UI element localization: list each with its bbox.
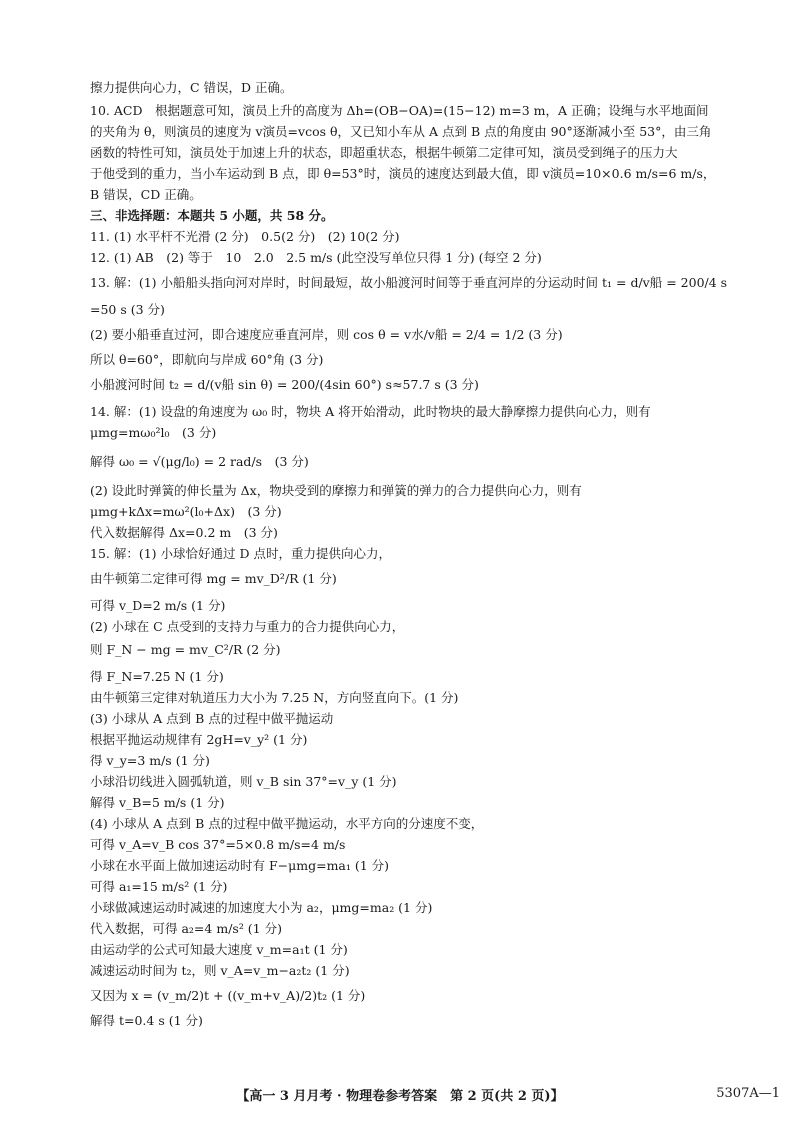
text-line: 擦力提供向心力，C 错误，D 正确。	[90, 80, 293, 95]
text-line: 解得 ω₀ = √(μg/l₀) = 2 rad/s (3 分)	[90, 454, 309, 469]
text-line: 小球沿切线进入圆弧轨道，则 v_B sin 37°=v_y (1 分)	[90, 774, 397, 789]
text-line: 12. (1) AB (2) 等于 10 2.0 2.5 m/s (此空没写单位只得 1 分) (每空 2 分)	[90, 250, 542, 265]
text-line: 于他受到的重力，当小车运动到 B 点，即 θ=53°时，演员的速度达到最大值，即 v演员=10×0.6 m/s=6 m/s，	[90, 166, 716, 181]
text-line: 10. ACD 根据题意可知，演员上升的高度为 Δh=(OB−OA)=(15−12) m=3 m，A 正确；设绳与水平地面间	[90, 103, 709, 118]
text-line: 函数的特性可知，演员处于加速上升的状态，即超重状态，根据牛顿第二定律可知，演员受到绳子的压力大	[90, 145, 678, 160]
text-line: =50 s (3 分)	[90, 302, 165, 317]
text-line: B 错误，CD 正确。	[90, 187, 202, 202]
text-line: 根据平抛运动规律有 2gH=v_y² (1 分)	[90, 732, 308, 747]
text-line: 的夹角为 θ，则演员的速度为 v演员=vcos θ，又已知小车从 A 点到 B 点的角度由 90°逐渐减小至 53°，由三角	[90, 124, 712, 139]
text-line: 可得 v_A=v_B cos 37°=5×0.8 m/s=4 m/s	[90, 837, 346, 852]
text-line: 14. 解：(1) 设盘的角速度为 ω₀ 时，物块 A 将开始滑动，此时物块的最大静摩擦力提供向心力，则有	[90, 404, 651, 419]
text-line: 小船渡河时间 t₂ = d/(v船 sin θ) = 200/(4sin 60°) s≈57.7 s (3 分)	[90, 377, 479, 392]
page-footer-title: 【高一 3 月月考 · 物理卷参考答案 第 2 页(共 2 页)】	[236, 1089, 564, 1104]
text-line: 小球做减速运动时减速的加速度大小为 a₂，μmg=ma₂ (1 分)	[90, 900, 433, 915]
text-line: 可得 v_D=2 m/s (1 分)	[90, 598, 226, 613]
text-line: 13. 解：(1) 小船船头指向河对岸时，时间最短，故小船渡河时间等于垂直河岸的分运动时间 t₁ = d/v船 = 200/4 s	[90, 275, 728, 290]
text-line: (2) 要小船垂直过河，即合速度应垂直河岸，则 cos θ = v水/v船 = 2/4 = 1/2 (3 分)	[90, 327, 563, 342]
text-line: 可得 a₁=15 m/s² (1 分)	[90, 879, 228, 894]
text-line: 减速运动时间为 t₂，则 v_A=v_m−a₂t₂ (1 分)	[90, 963, 350, 978]
text-line: μmg+kΔx=mω²(l₀+Δx) (3 分)	[90, 504, 282, 519]
page-footer-code: 5307A—1	[716, 1086, 780, 1101]
text-line: (3) 小球从 A 点到 B 点的过程中做平抛运动	[90, 711, 334, 726]
text-line: 得 F_N=7.25 N (1 分)	[90, 669, 224, 684]
section-heading: 三、非选择题：本题共 5 小题，共 58 分。	[90, 208, 334, 223]
text-line: 则 F_N − mg = mv_C²/R (2 分)	[90, 642, 281, 657]
text-line: 所以 θ=60°，即航向与岸成 60°角 (3 分)	[90, 352, 324, 367]
text-line: 又因为 x = (v_m/2)t + ((v_m+v_A)/2)t₂ (1 分)	[90, 988, 366, 1003]
text-line: 代入数据解得 Δx=0.2 m (3 分)	[90, 525, 278, 540]
text-line: 小球在水平面上做加速运动时有 F−μmg=ma₁ (1 分)	[90, 858, 390, 873]
text-line: 11. (1) 水平杆不光滑 (2 分) 0.5(2 分) (2) 10(2 分)	[90, 229, 400, 244]
text-line: (4) 小球从 A 点到 B 点的过程中做平抛运动，水平方向的分速度不变，	[90, 816, 484, 831]
text-line: (2) 小球在 C 点受到的支持力与重力的合力提供向心力，	[90, 619, 405, 634]
text-line: 由牛顿第二定律可得 mg = mv_D²/R (1 分)	[90, 571, 337, 586]
text-line: 得 v_y=3 m/s (1 分)	[90, 753, 210, 768]
text-line: 15. 解：(1) 小球恰好通过 D 点时，重力提供向心力，	[90, 546, 392, 561]
text-line: 解得 t=0.4 s (1 分)	[90, 1013, 203, 1028]
text-line: 由牛顿第三定律对轨道压力大小为 7.25 N，方向竖直向下。(1 分)	[90, 690, 459, 705]
text-line: μmg=mω₀²l₀ (3 分)	[90, 425, 217, 440]
text-line: 解得 v_B=5 m/s (1 分)	[90, 795, 225, 810]
text-line: 代入数据，可得 a₂=4 m/s² (1 分)	[90, 921, 282, 936]
text-line: 由运动学的公式可知最大速度 v_m=a₁t (1 分)	[90, 942, 348, 957]
text-line: (2) 设此时弹簧的伸长量为 Δx，物块受到的摩擦力和弹簧的弹力的合力提供向心力，则有	[90, 483, 582, 498]
